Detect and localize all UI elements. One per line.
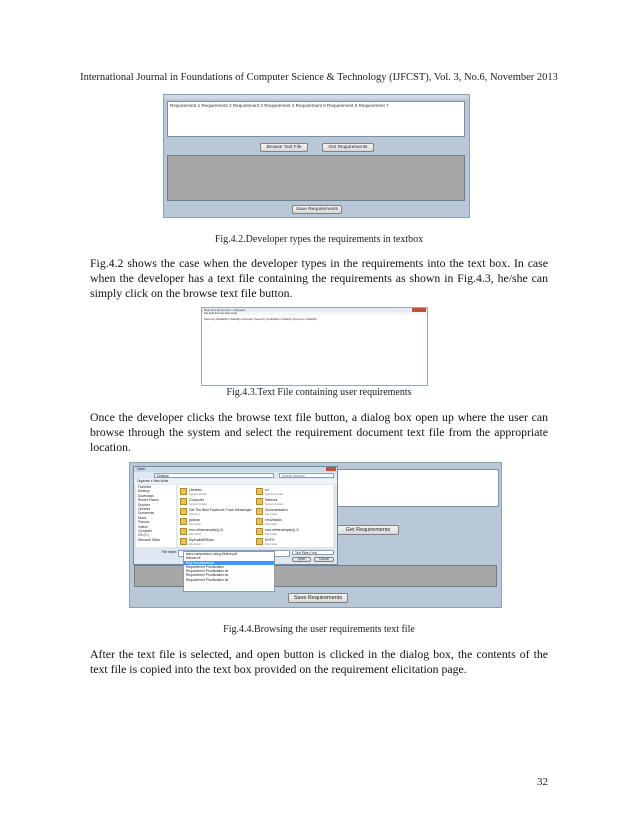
file-item[interactable]: Computer System Folder (180, 497, 254, 507)
file-item[interactable]: Libraries System Folder (180, 487, 254, 497)
notepad-menubar[interactable]: File Edit Format View Help (202, 312, 427, 315)
navigation-pane (136, 485, 176, 547)
window-strip (164, 95, 469, 99)
filename-label: File name: (162, 550, 177, 554)
save-requirements-button[interactable]: Save Requirements (292, 205, 342, 214)
folder-icon (256, 538, 263, 545)
figure-4-2-screenshot (163, 94, 470, 218)
file-item[interactable]: Network System Folder (256, 497, 330, 507)
nav-item[interactable]: Favorites (138, 485, 152, 489)
filename-autocomplete-list (183, 551, 275, 592)
nav-item[interactable]: Computer (138, 529, 152, 534)
list-item[interactable]: Requirement Prioritization.txt (186, 577, 229, 582)
list-item[interactable]: aacs-comparision-using-Motive.pdf (186, 552, 238, 556)
open-button[interactable]: Open (292, 557, 311, 562)
file-item[interactable]: mru2banks File folder (256, 517, 330, 527)
figure-4-3-caption: Fig.4.3.Text File containing user requirements (226, 387, 412, 398)
file-item[interactable]: Documentation File folder (256, 507, 330, 517)
file-item[interactable]: sri System Folder (256, 487, 330, 497)
file-item[interactable]: mru-mfmexample(s)-D File folder (180, 527, 254, 537)
requirements-output-area (167, 155, 465, 201)
notepad-titlebar: New Text Document - Notepad (202, 308, 427, 312)
file-item[interactable]: MYFS File folder (256, 537, 330, 547)
journal-header: International Journal in Foundations of Computer Science & Technology (IJFCST), Vol. 3, No.6, November 2013 (80, 72, 558, 83)
list-item[interactable]: fellows.txt (186, 556, 201, 561)
file-type-filter[interactable]: Text Files (*.txt) (292, 550, 334, 555)
get-requirements-button[interactable]: Get Requirements (322, 143, 374, 152)
folder-icon (180, 538, 187, 545)
list-item[interactable]: Requirement Prioritization (186, 564, 224, 569)
computer-icon (180, 498, 187, 505)
folder-icon (180, 528, 187, 535)
network-icon (256, 498, 263, 505)
nav-item[interactable]: Pictures (138, 520, 150, 525)
cancel-button[interactable]: Cancel (314, 557, 334, 562)
list-item[interactable]: Req.Documents.txt (184, 561, 274, 565)
nav-item[interactable]: Videos (138, 524, 148, 529)
paragraph-3: After the text file is selected, and open button is clicked in the dialog box, the contents of the text file is copied into the text box provided on the requirement elicitation page. (90, 647, 548, 676)
requirements-textbox[interactable] (337, 469, 499, 507)
file-item[interactable]: MyAudioBRKtao File folder (180, 537, 254, 547)
scrollbar[interactable] (334, 485, 337, 547)
file-item[interactable]: gokhan File folder (180, 517, 254, 527)
paragraph-1: Fig.4.2 shows the case when the developer types in the requirements into the text box. In case when the developer has a text file containing the requirements as shown in Fig.4.3, he/she can simply click on the browse text file button. (90, 256, 548, 300)
nav-item[interactable]: Documents (138, 511, 155, 516)
figure-4-2-caption: Fig.4.2.Developer types the requirements in textbox (214, 234, 424, 245)
nav-item[interactable]: Libraries (138, 507, 151, 512)
list-item[interactable]: Requirement Prioritization.txt (186, 573, 229, 578)
nav-item[interactable]: Microsoft Office (138, 537, 161, 542)
folder-icon (180, 518, 187, 525)
nav-item[interactable]: Desktop (138, 489, 150, 494)
paragraph-2: Once the developer clicks the browse text file button, a dialog box open up where the user can browse through the system and select the requirement document text file from the appropriate location. (90, 410, 548, 454)
dialog-title: Open (134, 467, 337, 472)
figure-4-4-caption: Fig.4.4.Browsing the user requirements text file (223, 624, 415, 635)
notepad-content: Security Reliability Usability Accuracy Security Scalability Usability Accuracy Usability (204, 317, 318, 321)
close-icon[interactable] (326, 467, 336, 471)
dialog-toolbar[interactable]: Organize ▾ New folder (134, 479, 337, 484)
nav-item[interactable]: Music (138, 515, 147, 520)
search-input[interactable]: Search Desktop (279, 473, 334, 478)
folder-icon (256, 528, 263, 535)
file-item[interactable]: mru-mfmexample(s)-D File folder (256, 527, 330, 537)
save-requirements-button[interactable]: Save Requirements (288, 593, 348, 603)
browse-text-file-button[interactable]: Browse Text File (260, 143, 308, 152)
nav-item[interactable]: Dropbox (138, 502, 151, 507)
shortcut-icon (180, 508, 187, 515)
page-number: 32 (537, 776, 548, 788)
get-requirements-button[interactable]: Get Requirements (337, 525, 399, 535)
nav-item[interactable]: Recent Places (138, 498, 159, 503)
address-bar[interactable]: Desktop (154, 473, 274, 478)
nav-item[interactable]: Downloads (138, 493, 154, 498)
file-list (178, 485, 333, 547)
folder-icon (256, 488, 263, 495)
nav-item[interactable]: OS (C:) (138, 533, 149, 538)
folder-icon (256, 518, 263, 525)
requirements-textbox[interactable]: Requirement 1 Requirement 2 Requirement 3 Requirement 4 Requirement 5 Requirement 6 Requirement 7 (167, 101, 465, 137)
folder-icon (180, 488, 187, 495)
list-item[interactable]: Requirement Prioritization.txt (186, 569, 229, 574)
folder-icon (256, 508, 263, 515)
figure-4-3-notepad (201, 307, 428, 386)
file-item[interactable]: Get The Best Facebook Track Messenger Shortcut (180, 507, 254, 517)
